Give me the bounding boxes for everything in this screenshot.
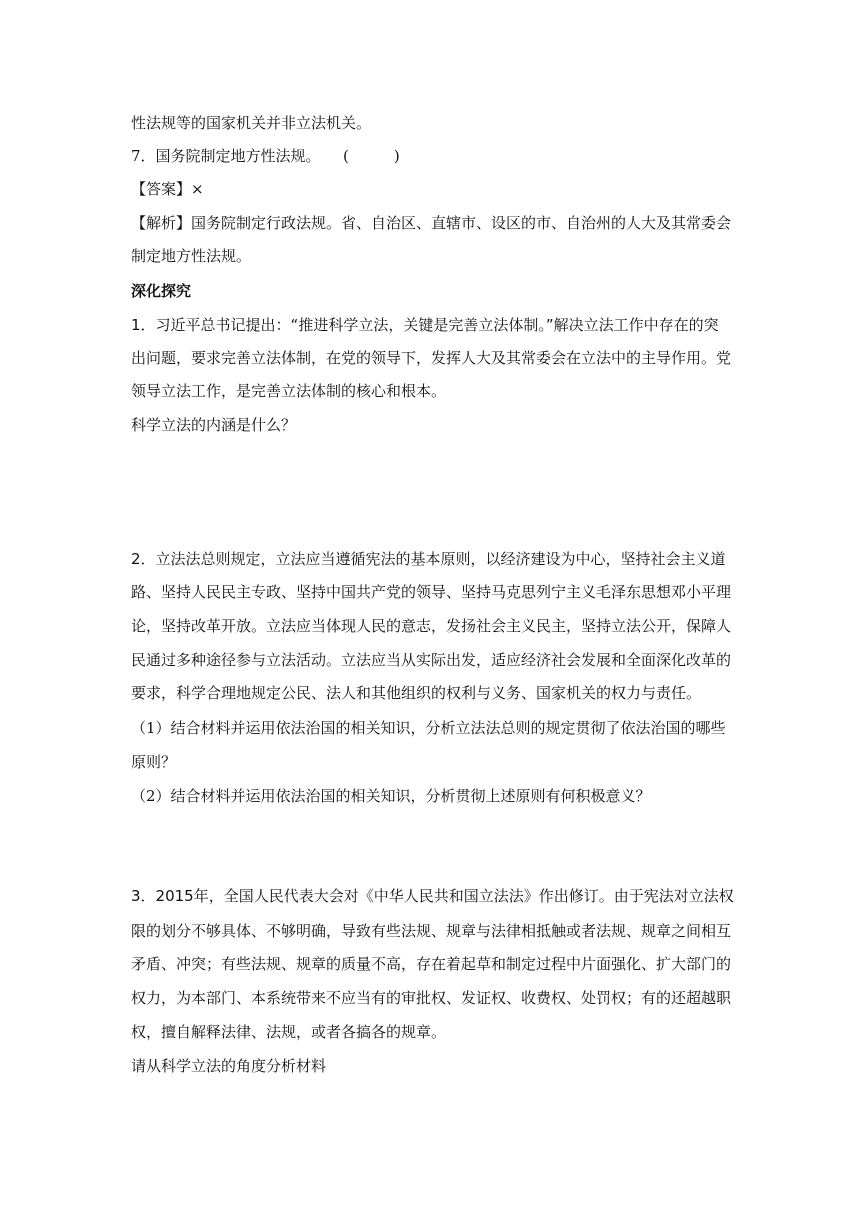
question-3-line: 矛盾、冲突；有些法规、规章的质量不高，存在着起草和制定过程中片面强化、扩大部门的 bbox=[131, 955, 732, 973]
question-3-line: 限的划分不够具体、不够明确，导致有些法规、规章与法律相抵触或者法规、规章之间相互 bbox=[131, 922, 732, 940]
question-1-line: 出问题，要求完善立法体制，在党的领导下，发挥人大及其常委会在立法中的主导作用。党 bbox=[131, 349, 732, 367]
question-3-prompt: 请从科学立法的角度分析材料 bbox=[131, 1057, 327, 1075]
question-1-line: 1．习近平总书记提出：“推进科学立法，关键是完善立法体制。”解决立法工作中存在的突 bbox=[131, 316, 719, 334]
analysis-line: 制定地方性法规。 bbox=[131, 247, 252, 265]
question-2-line: 路、坚持人民民主专政、坚持中国共产党的领导、坚持马克思列宁主义毛泽东思想邓小平理 bbox=[131, 583, 732, 601]
question-2-line: 论，坚持改革开放。立法应当体现人民的意志，发扬社会主义民主，坚持立法公开，保障人 bbox=[131, 617, 732, 635]
question-7: 7．国务院制定地方性法规。 ( ) bbox=[131, 147, 400, 165]
text-line: 性法规等的国家机关并非立法机关。 bbox=[131, 114, 372, 132]
question-2-line: 民通过多种途径参与立法活动。立法应当从实际出发，适应经济社会发展和全面深化改革的 bbox=[131, 651, 732, 669]
question-3-line: 3．2015年，全国人民代表大会对《中华人民共和国立法法》作出修订。由于宪法对立法权 bbox=[131, 887, 734, 905]
question-1-prompt: 科学立法的内涵是什么？ bbox=[131, 416, 297, 434]
answer-label: 【答案】× bbox=[131, 180, 204, 198]
question-2-sub-1-cont: 原则？ bbox=[131, 753, 177, 771]
section-heading: 深化探究 bbox=[131, 282, 192, 300]
question-1-line: 领导立法工作，是完善立法体制的核心和根本。 bbox=[131, 382, 447, 400]
question-2-sub-1: （1）结合材料并运用依法治国的相关知识，分析立法法总则的规定贯彻了依法治国的哪些 bbox=[131, 719, 726, 737]
question-3-line: 权力，为本部门、本系统带来不应当有的审批权、发证权、收费权、处罚权；有的还超越职 bbox=[131, 989, 732, 1007]
question-2-line: 2．立法法总则规定，立法应当遵循宪法的基本原则，以经济建设为中心，坚持社会主义道 bbox=[131, 550, 726, 568]
analysis-line: 【解析】国务院制定行政法规。省、自治区、直辖市、设区的市、自治州的人大及其常委会 bbox=[131, 214, 732, 232]
question-2-sub-2: （2）结合材料并运用依法治国的相关知识，分析贯彻上述原则有何积极意义？ bbox=[131, 787, 651, 805]
question-2-line: 要求，科学合理地规定公民、法人和其他组织的权利与义务、国家机关的权力与责任。 bbox=[131, 684, 702, 702]
question-3-line: 权，擅自解释法律、法规，或者各搞各的规章。 bbox=[131, 1023, 447, 1041]
